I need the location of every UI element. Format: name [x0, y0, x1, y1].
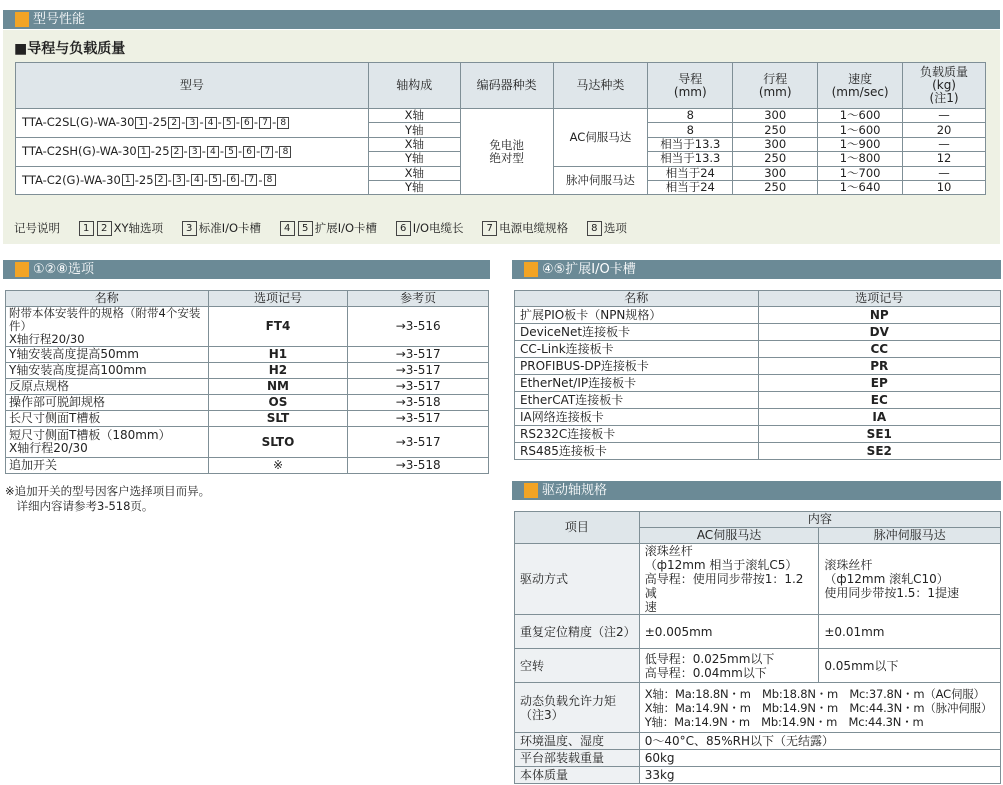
option-code: OS — [208, 395, 348, 411]
header-name: 名称 — [515, 291, 759, 307]
axis-cell: Y轴 — [368, 180, 460, 194]
motor-pulse-cell: 脉冲伺服马达 — [553, 166, 648, 195]
option-page: →3-517 — [348, 427, 489, 458]
option-code: NM — [208, 379, 348, 395]
legend-label: 记号说明 — [14, 221, 60, 235]
expansion-io-table — [514, 290, 1001, 460]
option-code: ※ — [208, 458, 348, 474]
option-page: →3-516 — [348, 307, 489, 347]
option-name: 反原点规格 — [6, 379, 209, 395]
option-code: FT4 — [208, 307, 348, 347]
header-content: 内容 — [639, 512, 1000, 528]
header-code: 选项记号 — [208, 291, 348, 307]
symbol-legend: 记号说明 1 2 XY轴选项 3 标准I/O卡槽 4 5 扩展I/O卡槽 6 I/O电缆长 7 电源电缆规格 8 选项 — [14, 221, 627, 235]
section-title: 驱动轴规格 — [542, 483, 608, 498]
load-cell: 10 — [903, 180, 986, 194]
legend-item: I/O电缆长 — [412, 221, 464, 235]
repeatability-label: 重复定位精度（注2） — [515, 615, 640, 649]
option-page: →3-517 — [348, 411, 489, 427]
drive-method-pulse: 滚珠丝杆 （ф12mm 滚轧C10） 使用同步带按1.5：1提速 — [819, 544, 1001, 615]
model-name: TTA-C2SH(G)-WA-30 1 -25 2 - 3 - 4 - 5 - 6 - 7 - 8 — [16, 137, 369, 166]
io-name: PROFIBUS-DP连接板卡 — [515, 358, 759, 375]
io-name: 扩展PIO板卡（NPN规格） — [515, 307, 759, 324]
load-cell: 12 — [903, 152, 986, 166]
lead-cell: 相当于24 — [648, 166, 733, 180]
io-code: PR — [758, 358, 1000, 375]
header-name: 名称 — [6, 291, 209, 307]
io-code: IA — [758, 409, 1000, 426]
io-code: NP — [758, 307, 1000, 324]
option-name: 操作部可脱卸规格 — [6, 395, 209, 411]
stroke-cell: 300 — [733, 137, 818, 151]
io-name: DeviceNet连接板卡 — [515, 324, 759, 341]
body-weight-label: 本体质量 — [515, 767, 640, 784]
option-name: Y轴安装高度提高50mm — [6, 347, 209, 363]
drive-method-label: 驱动方式 — [515, 544, 640, 615]
option-page: →3-517 — [348, 379, 489, 395]
speed-cell: 1～800 — [818, 152, 903, 166]
lead-load-table — [15, 62, 986, 195]
load-cell: — — [903, 109, 986, 123]
option-code: H2 — [208, 363, 348, 379]
section-header-model-performance — [3, 10, 1000, 29]
repeatability-pulse: ±0.01mm — [819, 615, 1001, 649]
options-table — [5, 290, 489, 474]
io-name: RS232C连接板卡 — [515, 426, 759, 443]
environment-label: 环境温度、湿度 — [515, 733, 640, 750]
stroke-cell: 250 — [733, 180, 818, 194]
load-cell: — — [903, 137, 986, 151]
axis-cell: X轴 — [368, 137, 460, 151]
option-name: 长尺寸侧面T槽板 — [6, 411, 209, 427]
header-pulse-servo: 脉冲伺服马达 — [819, 528, 1001, 544]
legend-item: XY轴选项 — [113, 221, 164, 235]
header-ac-servo: AC伺服马达 — [639, 528, 819, 544]
speed-cell: 1～900 — [818, 137, 903, 151]
header-lead: 导程 (mm) — [648, 63, 733, 109]
model-name: TTA-C2SL(G)-WA-30 1 -25 2 - 3 - 4 - 5 - 6 - 7 - 8 — [16, 109, 369, 138]
header-load: 负载质量 (kg) (注1) — [903, 63, 986, 109]
io-code: CC — [758, 341, 1000, 358]
stroke-cell: 250 — [733, 152, 818, 166]
axis-cell: X轴 — [368, 166, 460, 180]
header-axis: 轴构成 — [368, 63, 460, 109]
io-code: SE1 — [758, 426, 1000, 443]
speed-cell: 1～640 — [818, 180, 903, 194]
backlash-pulse: 0.05mm以下 — [819, 649, 1001, 683]
section-title: ①②⑧选项 — [33, 262, 94, 277]
legend-item: 扩展I/O卡槽 — [314, 221, 378, 235]
section-marker — [524, 262, 538, 277]
body-weight-value: 33kg — [639, 767, 1000, 784]
option-page: →3-518 — [348, 458, 489, 474]
motor-ac-cell: AC伺服马达 — [553, 109, 648, 167]
lead-cell: 8 — [648, 109, 733, 123]
header-speed: 速度 (mm/sec) — [818, 63, 903, 109]
axis-cell: Y轴 — [368, 152, 460, 166]
legend-item: 电源电缆规格 — [499, 221, 569, 235]
stroke-cell: 300 — [733, 109, 818, 123]
option-page: →3-517 — [348, 347, 489, 363]
switch-note: ※追加开关的型号因客户选择项目而异。 详细内容请参考3-518页。 — [5, 484, 211, 513]
lead-cell: 相当于24 — [648, 180, 733, 194]
section-marker — [15, 262, 29, 277]
option-code: SLTO — [208, 427, 348, 458]
header-page: 参考页 — [348, 291, 489, 307]
axis-cell: X轴 — [368, 109, 460, 123]
section-title: 型号性能 — [33, 12, 86, 27]
lead-cell: 相当于13.3 — [648, 137, 733, 151]
option-code: H1 — [208, 347, 348, 363]
legend-item: 标准I/O卡槽 — [198, 221, 262, 235]
header-stroke: 行程 (mm) — [733, 63, 818, 109]
backlash-label: 空转 — [515, 649, 640, 683]
io-name: EtherNet/IP连接板卡 — [515, 375, 759, 392]
encoder-cell: 免电池 绝对型 — [460, 109, 553, 195]
dynamic-moment-label: 动态负载允许力矩 （注3） — [515, 683, 640, 733]
io-code: SE2 — [758, 443, 1000, 460]
legend-item: 选项 — [603, 221, 627, 235]
option-name: 短尺寸侧面T槽板（180mm） X轴行程20/30 — [6, 427, 209, 458]
lead-cell: 相当于13.3 — [648, 152, 733, 166]
io-name: CC-Link连接板卡 — [515, 341, 759, 358]
stroke-cell: 300 — [733, 166, 818, 180]
lead-cell: 8 — [648, 123, 733, 137]
header-model: 型号 — [16, 63, 369, 109]
option-name: 附带本体安装件的规格（附带4个安装件） X轴行程20/30 — [6, 307, 209, 347]
option-page: →3-518 — [348, 395, 489, 411]
axis-cell: Y轴 — [368, 123, 460, 137]
stroke-cell: 250 — [733, 123, 818, 137]
dynamic-moment-value: X轴：Ma:18.8N・m Mb:18.8N・m Mc:37.8N・m（AC伺服） X轴：Ma:14.9N・m Mb:14.9N・m Mc:44.3N・m（脉冲伺服） Y轴：Ma:14.9N・m Mb:14.9N・m Mc:44.3N・m — [639, 683, 1000, 733]
speed-cell: 1～600 — [818, 109, 903, 123]
option-name: Y轴安装高度提高100mm — [6, 363, 209, 379]
io-code: EP — [758, 375, 1000, 392]
option-page: →3-517 — [348, 363, 489, 379]
model-name: TTA-C2(G)-WA-30 1 -25 2 - 3 - 4 - 5 - 6 - 7 - 8 — [16, 166, 369, 195]
header-item: 项目 — [515, 512, 640, 544]
platform-load-label: 平台部装载重量 — [515, 750, 640, 767]
load-cell: 20 — [903, 123, 986, 137]
io-name: RS485连接板卡 — [515, 443, 759, 460]
speed-cell: 1～600 — [818, 123, 903, 137]
section-marker — [15, 12, 29, 27]
platform-load-value: 60kg — [639, 750, 1000, 767]
io-name: EtherCAT连接板卡 — [515, 392, 759, 409]
option-code: SLT — [208, 411, 348, 427]
header-code: 选项记号 — [758, 291, 1000, 307]
section-marker — [524, 483, 538, 498]
speed-cell: 1～700 — [818, 166, 903, 180]
header-encoder: 编码器种类 — [460, 63, 553, 109]
backlash-ac: 低导程：0.025mm以下 高导程：0.04mm以下 — [639, 649, 819, 683]
section-header-drive-axis — [512, 481, 1001, 500]
io-code: DV — [758, 324, 1000, 341]
drive-axis-table — [514, 511, 1001, 784]
load-cell: — — [903, 166, 986, 180]
header-motor: 马达种类 — [553, 63, 648, 109]
drive-method-ac: 滚珠丝杆 （ф12mm 相当于滚轧C5） 高导程：使用同步带按1：1.2减 速 — [639, 544, 819, 615]
lead-load-subtitle: ■导程与负载质量 — [14, 41, 126, 57]
io-code: EC — [758, 392, 1000, 409]
section-header-options — [3, 260, 490, 279]
io-name: IA网络连接板卡 — [515, 409, 759, 426]
repeatability-ac: ±0.005mm — [639, 615, 819, 649]
environment-value: 0～40°C、85%RH以下（无结露） — [639, 733, 1000, 750]
section-header-expansion-io — [512, 260, 1001, 279]
option-name: 追加开关 — [6, 458, 209, 474]
section-title: ④⑤扩展I/O卡槽 — [542, 262, 636, 277]
